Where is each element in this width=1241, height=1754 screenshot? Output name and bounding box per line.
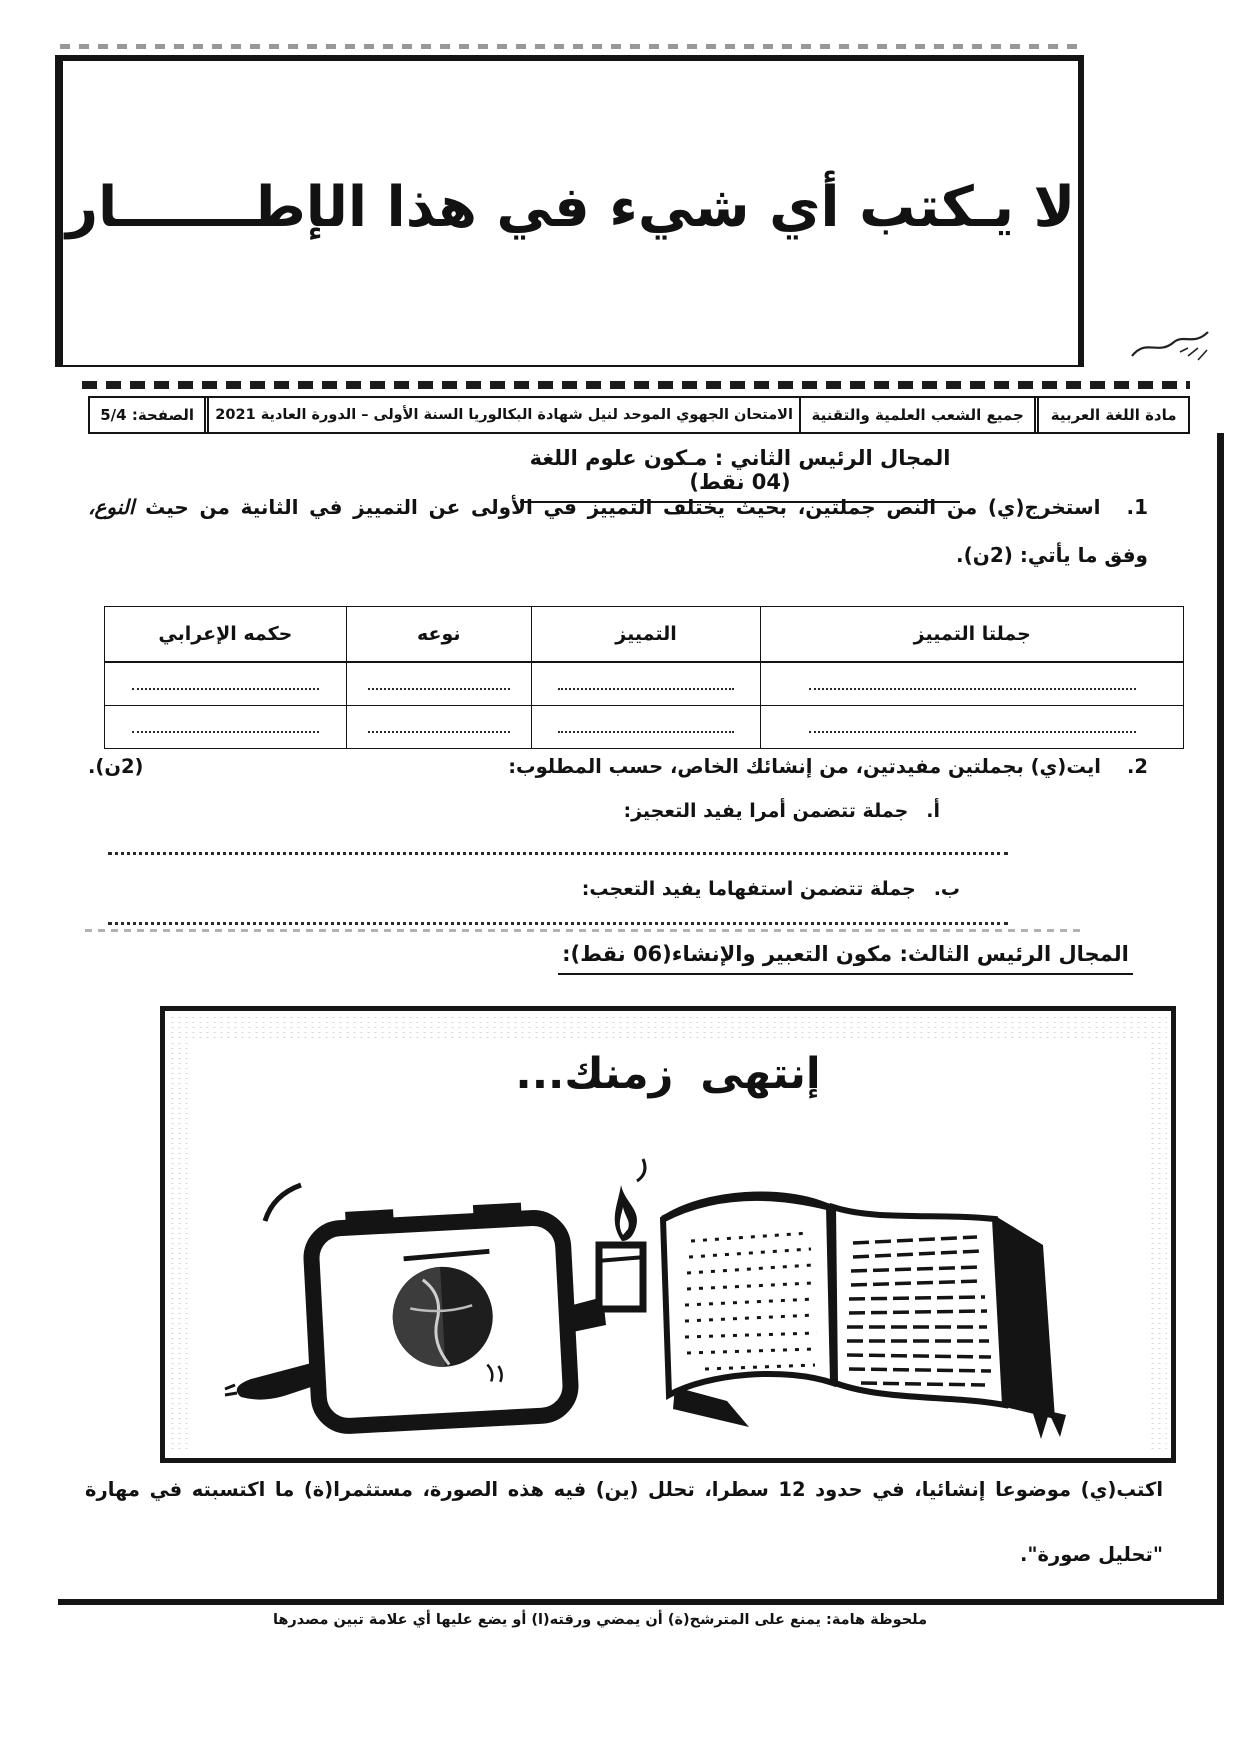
question-2-item-a xyxy=(555,800,940,822)
answer-cell xyxy=(761,662,1184,706)
answer-cell xyxy=(105,706,347,749)
scan-frame-right-edge xyxy=(1217,433,1224,1605)
section-two-title: المجال الرئيس الثاني : مـكون علوم اللغة (04 نقط) xyxy=(520,446,960,503)
cartoon-image-box xyxy=(160,1006,1176,1463)
footer-note: ملحوظة هامة: يمنع على المترشح(ة) أن يمضي ورقته(ا) أو يضع عليها أي علامة تبين مصدرها xyxy=(272,1612,928,1628)
section-three-title: المجال الرئيس الثالث: مكون التعبير والإنشاء(06 نقط): xyxy=(528,942,1163,975)
dotted-answer-line xyxy=(132,727,318,733)
table-row xyxy=(105,706,1184,749)
question-1-line1 xyxy=(88,495,1148,519)
tamyeez-col-sentences: جملتا التمييز xyxy=(761,607,1184,663)
tv-top-tab xyxy=(345,1209,394,1225)
item-b-text: جملة تتضمن استفهاما يفيد التعجب: xyxy=(581,878,916,900)
essay-prompt-line2: "تحليل صورة". xyxy=(1019,1543,1163,1566)
question-1 xyxy=(88,495,1148,567)
question-2-item-b xyxy=(540,878,960,900)
book-base-shadow xyxy=(673,1387,749,1427)
dotted-answer-line xyxy=(132,684,318,690)
answer-cell xyxy=(346,706,531,749)
header-cell-branches: جميع الشعب العلمية والتقنية xyxy=(799,398,1034,432)
tv-top-tab xyxy=(473,1203,522,1219)
tamyeez-table-header-row xyxy=(105,607,1184,663)
dotted-answer-line xyxy=(368,684,510,690)
table-row xyxy=(105,662,1184,706)
tamyeez-col-type: نوعه xyxy=(346,607,531,663)
dotted-answer-line xyxy=(368,727,510,733)
smoke-wisp xyxy=(637,1159,645,1181)
tamyeez-col-grammar: حكمه الإعرابي xyxy=(105,607,347,663)
tv-illustration xyxy=(309,1201,572,1428)
dotted-answer-line xyxy=(809,727,1136,733)
scan-noise xyxy=(1149,1041,1167,1452)
book-left-page xyxy=(663,1195,833,1396)
answer-cell xyxy=(531,662,761,706)
question-2-number: 2. xyxy=(1127,755,1148,778)
dotted-answer-line xyxy=(558,727,735,733)
item-a-text: جملة تتضمن أمرا يفيد التعجيز: xyxy=(623,800,909,822)
scan-scribble-mark xyxy=(1128,326,1212,370)
book-illustration xyxy=(663,1195,1066,1440)
header-cell-exam-title: الامتحان الجهوي الموحد لنيل شهادة البكالوريا السنة الأولى – الدورة العادية 2021 xyxy=(204,398,799,432)
question-1-emphasis: النوع، xyxy=(88,495,135,519)
scan-frame-bottom-edge xyxy=(58,1599,1224,1605)
answer-cell xyxy=(531,706,761,749)
faint-scan-rule xyxy=(85,929,1085,932)
item-a-label: أ. xyxy=(926,800,940,822)
question-1-number: 1. xyxy=(1126,495,1148,519)
essay-prompt-line1: اكتب(ي) موضوعا إنشائيا، في حدود 12 سطرا، تحلل (ين) فيه هذه الصورة، مستثمرا(ة) ما اكتسبته في مهارة xyxy=(85,1478,1164,1501)
answer-cell xyxy=(761,706,1184,749)
do-not-write-frame xyxy=(55,55,1084,367)
header-cell-page-number: الصفحة: 5/4 xyxy=(100,406,195,424)
dotted-answer-line xyxy=(558,684,735,690)
scan-speckle-strip xyxy=(60,44,1080,49)
dotted-answer-line xyxy=(809,684,1136,690)
tv-antenna-line xyxy=(265,1185,301,1221)
question-2-main xyxy=(508,755,1148,778)
question-1-text: استخرج(ي) من النص جملتين، بحيث يختلف التمييز في الأولى عن التمييز في الثانية من حيث xyxy=(134,495,1101,519)
cartoon-caption: إنتهى زمنك... xyxy=(515,1049,821,1099)
header-bar xyxy=(88,396,1190,434)
header-cell-subject: مادة اللغة العربية xyxy=(1034,398,1188,432)
scan-noise xyxy=(169,1015,1167,1041)
do-not-write-text: لا يـكتب أي شيء في هذا الإطـــــــار xyxy=(65,174,1076,240)
answer-line-a xyxy=(108,852,1008,855)
answer-line-b xyxy=(108,922,1008,925)
answer-cell xyxy=(105,662,347,706)
question-2-points: (2ن). xyxy=(88,755,144,778)
torn-edge-separator xyxy=(82,381,1190,389)
tamyeez-col-tamyeez: التمييز xyxy=(531,607,761,663)
answer-cell xyxy=(346,662,531,706)
question-1-line2: وفق ما يأتي: (2ن). xyxy=(956,543,1148,567)
tamyeez-table xyxy=(104,606,1184,749)
lighter-icon xyxy=(599,1245,643,1309)
flame-icon xyxy=(615,1185,637,1241)
cartoon-illustration xyxy=(185,1157,1135,1447)
book-tassels xyxy=(1031,1407,1066,1439)
question-2-text: ايت(ي) بجملتين مفيدتين، من إنشائك الخاص، حسب المطلوب: xyxy=(508,755,1101,778)
question-2 xyxy=(88,755,1148,778)
item-b-label: ب. xyxy=(933,878,960,900)
book-right-page xyxy=(833,1207,1005,1405)
